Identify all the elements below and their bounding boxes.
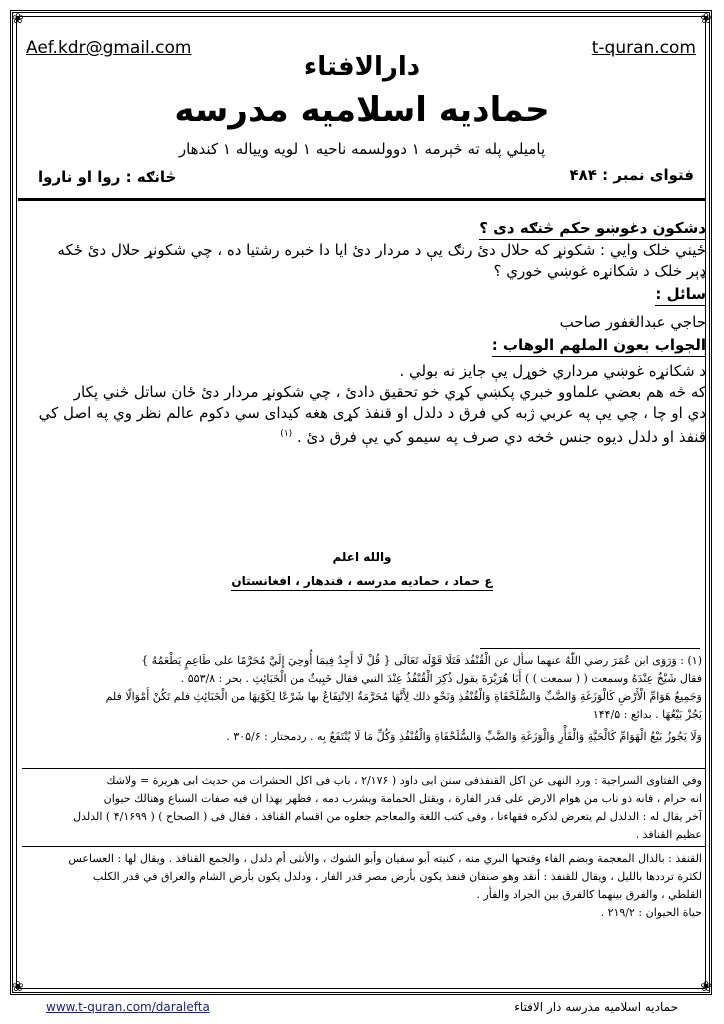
footnote-separator-1 — [22, 768, 706, 769]
footnote-2: وَلَا يَجُوزُ بَيْعُ الْهَوَامِّ كَالْحَيَّةِ وَالْفَأْرِ وَالْوَزَغَةِ وَالضَّبِّ وَالسُّلَحْفَاةِ وَالْقُنْفُذِ وَكُلِّ مَا لَا يُنْتَفَعُ بِه . ردمحتار : ۳۰۵/۶ . — [226, 730, 702, 743]
footnote-1-line-a: (۱) : وَرَوَى ابن عُمَرَ رضي اللّٰهُ عنهما سأل عن الْقُنْفُذ فَتَلَا قَوْلَه تَعَالَى { قُلْ لَا أَجِدُ فِيمَا أُوحِيَ إِلَيَّ مُحَرَّمًا على طَاعِمٍ يَطْعَمُهُ } — [141, 654, 702, 667]
footnote-1-line-c: وَجَمِيعُ هَوَامِّ الْأَرْضِ كَالْوَزَغَةِ وَالضَّبِّ وَالسُّلَحْفَاةِ وَالْقُنْفُذِ وَنَحْوِ ذلك لِأَنَّهَا مُحَرَّمَةٌ الِانْتِفَاعُ بها شَرْعًا لِكَوْنِهَا من الْخَبَائِثِ فلم تَكُنْ أَمْوَالًا فلم — [105, 690, 702, 703]
corner-ornament-bottom-left: ❀ — [12, 979, 24, 995]
footnote-3-line-d: عظيم القنافذ . — [635, 828, 702, 841]
answer-line-2: که څه هم بعضي علماوو خبري پکښي کړي خو تحقيق دادئ ، چي شکونړ مردار دئ ځان ساتل څني پکار — [73, 383, 706, 401]
footnote-3 — [26, 772, 702, 844]
footnote-1-line-d: يَجُزْ بَيْعُهَا . بدائع : ۱۴۴/۵ — [592, 708, 702, 721]
header-email-link[interactable]: Aef.kdr@gmail.com — [26, 38, 192, 58]
fatwa-number: فتوای نمبر : ۴۸۴ — [569, 166, 694, 184]
footnote-3-line-b: انه حرام ، فانه ذو ناب من هوام الارض على قدر الفارة ، ويقتل الحمامة ويشرب دمه ، فظهر بهذا ان فيه صفات السباع وهنالك حيوان — [103, 792, 702, 805]
footnote-separator-2 — [22, 846, 706, 847]
answer-line-3: دي او چا ، چي يې په عربي ژبه کي فرق د دلدل او قنفذ کړی هغه کيدای سي دکوم عالم نظر وي په اصل کي — [38, 404, 706, 422]
question-line-1: ځيني خلک وايي : شکونړ که حلال دئ رنګ يې د مردار دئ ايا دا خبره رشتيا ده ، چي شکونړ حلال دئ ځکه — [57, 241, 706, 259]
asker-name: حاجي عبدالغفور صاحب — [559, 313, 706, 331]
corner-ornament-top-right: ❀ — [700, 11, 712, 27]
question-heading: دشکون دغوښو حکم څنګه دی ؟ — [479, 218, 706, 240]
answer-note-ref: (۱) — [280, 429, 293, 439]
footnote-4-line-a: القنفذ : بالذال المعجمة وبضم الفاء وفتحها البري منه ، كنيته أبو سفيان وأبو الشوك ، والأنثى أم دلدل ، والجمع القنافذ . ويقال لها : العساعس — [68, 852, 702, 865]
footnote-4 — [26, 850, 702, 922]
answer-line-4: قنفذ او دلدل ديوه جنس څخه دي صرف په سيمو کي يې فرق دئ . — [296, 428, 706, 446]
footnote-4-line-b: لكثرة ترددها بالليل ، ويقال للقنفذ : أنقد وهو صنفان قنفذ يكون بأرض مصر قدر الفار ، ودلدل يكون بأرض الشام والعراق في قدر الكلب — [92, 870, 702, 883]
header-dar-title: دارالافتاء — [303, 52, 421, 82]
header-institution-title: حمادیه اسلامیه مدرسه — [174, 90, 550, 130]
footnote-1 — [26, 652, 702, 746]
footnote-rule — [480, 648, 700, 649]
question-line-2: ډېر خلک د شکانړه غوښي خوري ؟ — [493, 262, 706, 280]
answer-line-1: د شکانړه غوښي مرداري خوړل يې جايز نه بولي . — [399, 362, 706, 380]
header-site-link[interactable]: t-quran.com — [591, 38, 696, 58]
footnote-3-line-a: وفي الفتاوى السراجية : ورد النهى عن اكل القنفذفى سنن ابى داود ( ۲/۱۷۶ ، باب فى اكل الحشرات من حديث ابى هريرة = ولاشك — [106, 774, 702, 787]
question-section — [22, 218, 706, 448]
corner-ornament-bottom-right: ❀ — [700, 979, 712, 995]
answer-heading: الجواب بعون الملهم الوهاب : — [492, 335, 706, 357]
corner-ornament-top-left: ❀ — [12, 11, 24, 27]
footnote-4-line-d: حياة الحيوان : ۲۱۹/۲ . — [600, 906, 702, 919]
footnote-3-line-c: آخر يقال له : الدلدل لم يتعرض لذكره فقهاءنا ، وفى كتب اللغة والمعاجم جعلوه من اقسام القنافذ ، فقال فى ( الصحاح ) ( ۴/۱۶۹۹ ) الدلدل — [73, 810, 702, 823]
footnote-4-line-c: القلطي ، والفرق بينهما كالفرق بين الجراد والفأر . — [476, 888, 702, 901]
closing-signature-text: ع حماد ، حمادیه مدرسه ، قندهار ، افغانستان — [231, 574, 492, 591]
header-divider — [18, 198, 706, 201]
asker-label: سائل : — [655, 284, 706, 306]
closing-signature — [0, 574, 724, 588]
footer-institution: حمادیه اسلامیه مدرسه دار الافتاء — [514, 1000, 678, 1014]
fatwa-topic: څانګه : روا او ناروا — [38, 168, 177, 186]
header-address: پاميلي پله ته څېرمه ۱ دوولسمه ناحيه ۱ لويه ويياله ۱ کندهار — [178, 140, 546, 158]
footer-url-link[interactable]: www.t-quran.com/daralefta — [46, 1000, 210, 1014]
footnote-1-line-b: فقال شَيْخٌ عِنْدَهُ وسمعت ( ( سمعت ) ) أَبَا هُرَيْرَةَ يقول ذُكِرَ الْقُنْفُذُ عِنْدَ النبي فقال خَبِيثٌ من الْخَبَائِثِ . بحر : ۵۵۳/۸ . — [180, 672, 702, 685]
closing-allah-alam: والله اعلم — [332, 550, 392, 564]
